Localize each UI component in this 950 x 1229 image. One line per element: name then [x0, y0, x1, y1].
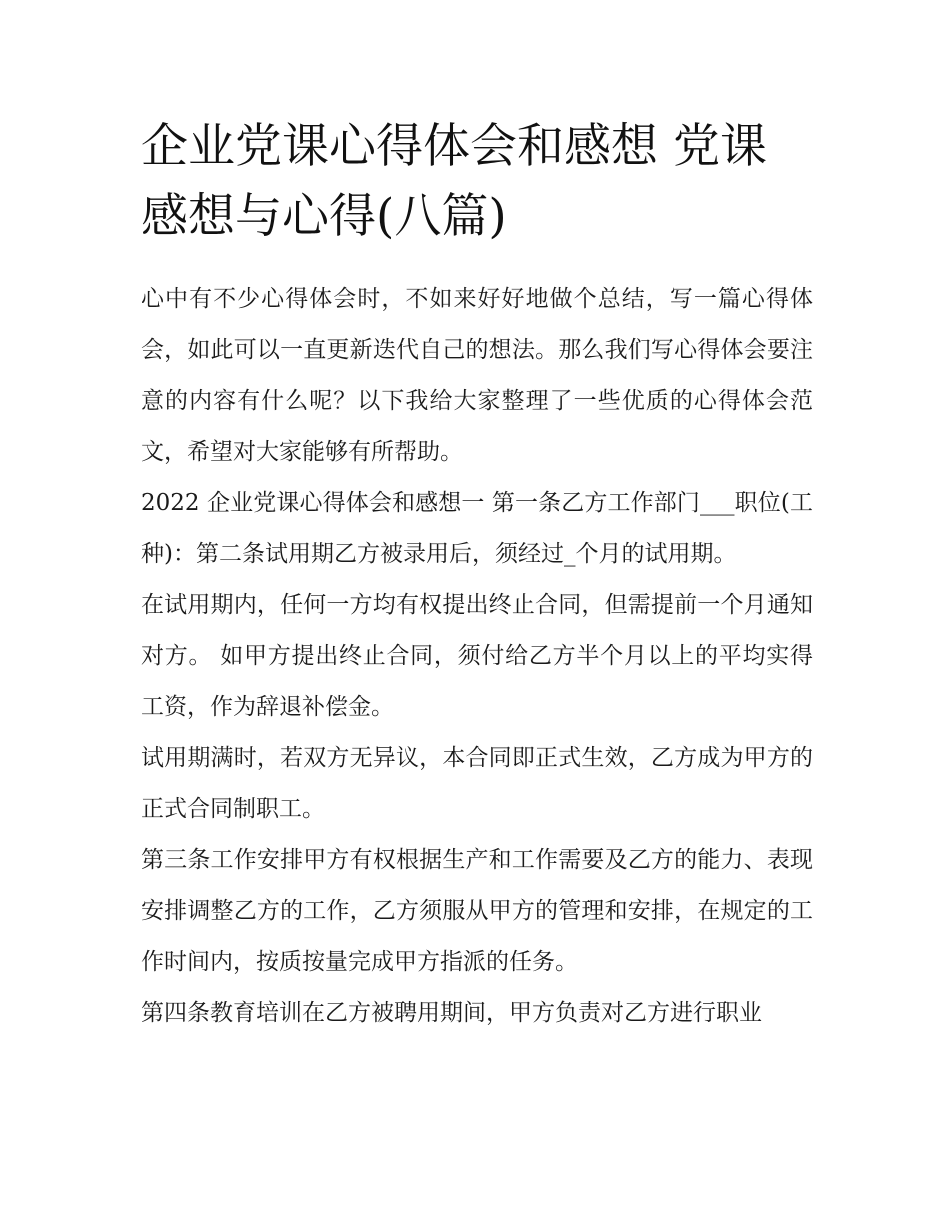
paragraph-article-3: 第三条工作安排甲方有权根据生产和工作需要及乙方的能力、表现安排调整乙方的工作，乙方须服从甲方的管理和安排，在规定的工作时间内，按质按量完成甲方指派的任务。 [141, 847, 813, 975]
paragraph-probation-termination: 在试用期内，任何一方均有权提出终止合同，但需提前一个月通知对方。 如甲方提出终止合同，须付给乙方半个月以上的平均实得工资，作为辞退补偿金。 [141, 592, 813, 720]
document-body [141, 112, 813, 1039]
paragraph-article-1: 2022 企业党课心得体会和感想一 第一条乙方工作部门___职位(工种)：第二条试用期乙方被录用后，须经过_个月的试用期。 [141, 490, 813, 567]
paragraph-intro: 心中有不少心得体会时，不如来好好地做个总结，写一篇心得体会，如此可以一直更新迭代自己的想法。那么我们写心得体会要注意的内容有什么呢？以下我给大家整理了一些优质的心得体会范文，希望对大家能够有所帮助。 [141, 286, 813, 465]
paragraph-article-4: 第四条教育培训在乙方被聘用期间，甲方负责对乙方进行职业 [141, 1000, 762, 1026]
document-title: 企业党课心得体会和感想 党课感想与心得(八篇) [141, 119, 767, 244]
paragraph-probation-end: 试用期满时，若双方无异议，本合同即正式生效，乙方成为甲方的正式合同制职工。 [141, 745, 813, 822]
